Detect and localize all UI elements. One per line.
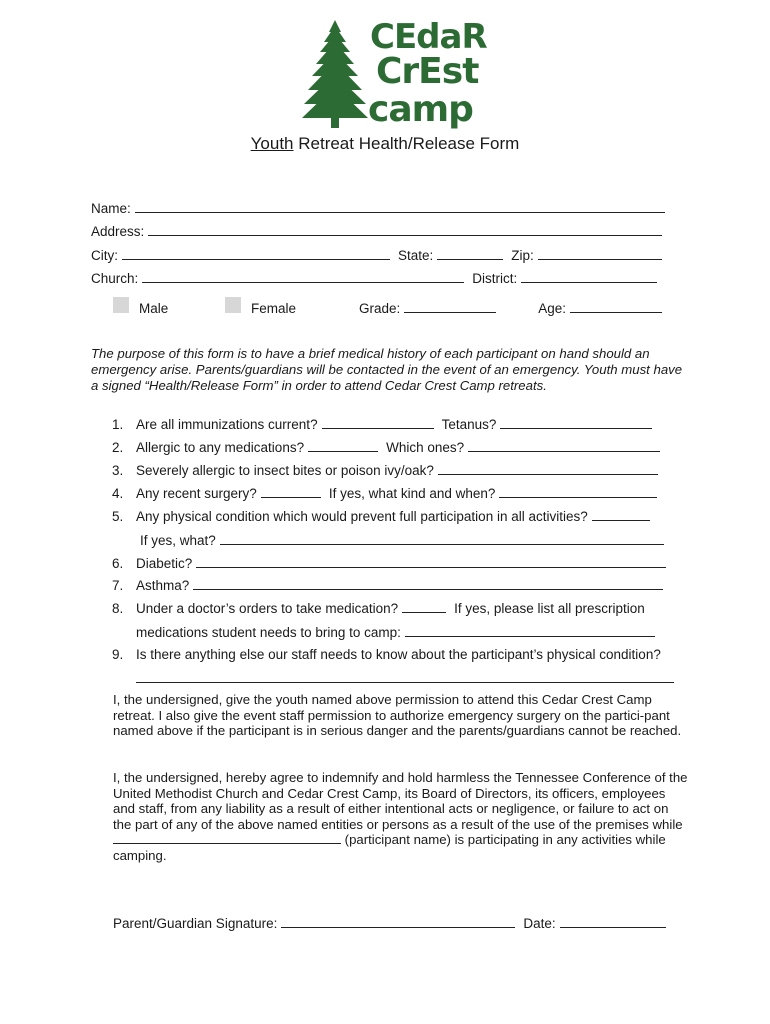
- church-input[interactable]: [142, 270, 464, 283]
- city-input[interactable]: [122, 247, 390, 260]
- question-number: 3.: [112, 463, 124, 478]
- grade-input[interactable]: [404, 300, 496, 313]
- female-checkbox[interactable]: [225, 297, 241, 313]
- prescription-label: If yes, please list all prescription: [454, 601, 645, 616]
- question-text: Under a doctor’s orders to take medication?: [136, 601, 399, 616]
- title-rest: Retreat Health/Release Form: [293, 134, 520, 153]
- title-underlined-word: Youth: [250, 134, 294, 153]
- name-input[interactable]: [135, 200, 665, 213]
- indemnity-paragraph: [113, 770, 688, 864]
- question-8-continued: [136, 624, 655, 640]
- pine-tree-icon: [300, 18, 370, 130]
- insect-allergy-input[interactable]: [438, 462, 658, 475]
- question-7: [112, 577, 663, 593]
- participant-name-input[interactable]: [113, 832, 341, 844]
- surgery-detail-label: If yes, what kind and when?: [328, 486, 496, 501]
- tetanus-label: Tetanus?: [441, 417, 497, 432]
- city-label: City:: [91, 248, 118, 263]
- age-label: Age:: [538, 301, 567, 316]
- permission-paragraph: I, the undersigned, give the youth named above permission to attend this Cedar Crest Camp retreat. I also give the event staff permission to authorize emergency surgery on the partici-pant named above if the participant is in serious danger and the parents/guardians cannot be reached.: [113, 692, 682, 739]
- question-text: Asthma?: [136, 578, 190, 593]
- gender-grade-row: [113, 297, 662, 316]
- purpose-statement: The purpose of this form is to have a brief medical history of each participant on hand should an emergency arise. Parents/guardians will be contacted in the event of an emergency. Youth must have a signed “Health/Release Form” in order to attend Cedar Crest Camp retreats.: [91, 346, 683, 393]
- question-8: [112, 600, 645, 616]
- question-5: [112, 508, 650, 524]
- question-6: [112, 555, 666, 571]
- address-input[interactable]: [148, 223, 662, 236]
- question-2: [112, 439, 660, 455]
- church-label: Church:: [91, 271, 139, 286]
- question-number: 2.: [112, 440, 124, 455]
- grade-label: Grade:: [359, 301, 401, 316]
- church-row: [91, 270, 657, 286]
- question-number: 5.: [112, 509, 124, 524]
- question-text: Allergic to any medications?: [136, 440, 305, 455]
- question-text: Severely allergic to insect bites or poison ivy/oak?: [136, 463, 434, 478]
- which-ones-input[interactable]: [468, 439, 660, 452]
- name-label: Name:: [91, 201, 131, 216]
- male-label: Male: [139, 301, 169, 316]
- question-3: [112, 462, 658, 478]
- question-text: Are all immunizations current?: [136, 417, 318, 432]
- diabetic-input[interactable]: [196, 555, 666, 568]
- question-number: 4.: [112, 486, 124, 501]
- if-yes-what-label: If yes, what?: [140, 533, 216, 548]
- date-label: Date:: [523, 916, 556, 931]
- which-ones-label: Which ones?: [386, 440, 465, 455]
- district-input[interactable]: [521, 270, 657, 283]
- question-number: 7.: [112, 578, 124, 593]
- state-label: State:: [398, 248, 434, 263]
- other-info-input[interactable]: [136, 682, 674, 683]
- tetanus-input[interactable]: [500, 416, 652, 429]
- signature-row: [113, 915, 666, 931]
- surgery-detail-input[interactable]: [499, 485, 657, 498]
- question-4: [112, 485, 657, 501]
- question-5-continued: [140, 532, 664, 548]
- immunizations-input[interactable]: [322, 416, 434, 429]
- logo-word-cedar: CEdaR: [370, 17, 487, 57]
- indemnity-text-end: (participant name) is participating in any activities while camping.: [113, 832, 666, 863]
- zip-label: Zip:: [511, 248, 534, 263]
- signature-input[interactable]: [281, 915, 515, 928]
- indemnity-text: I, the undersigned, hereby agree to indemnify and hold harmless the Tennessee Conference of the United Methodist Church and Cedar Crest Camp, its Board of Directors, its officers, employees and staff, from any liability as a result of either intentional acts or negligence, or failure to act on the part of any of the above named entities or persons as a result of the use of the premises while: [113, 770, 688, 832]
- logo-word-camp: camp: [368, 89, 473, 130]
- age-input[interactable]: [570, 300, 662, 313]
- form-title: [0, 134, 770, 154]
- physical-condition-input[interactable]: [592, 508, 650, 521]
- question-1: [112, 416, 652, 432]
- question-text: Is there anything else our staff needs to know about the participant’s physical condition?: [136, 647, 661, 662]
- state-input[interactable]: [437, 247, 503, 260]
- question-number: 6.: [112, 556, 124, 571]
- question-text: Any recent surgery?: [136, 486, 257, 501]
- city-row: [91, 247, 662, 263]
- doctors-orders-input[interactable]: [402, 600, 446, 613]
- address-label: Address:: [91, 224, 145, 239]
- surgery-input[interactable]: [261, 485, 321, 498]
- district-label: District:: [472, 271, 518, 286]
- address-row: [91, 223, 662, 239]
- cedar-crest-logo: [300, 17, 487, 130]
- logo-word-crest: CrEst: [376, 51, 479, 92]
- medication-allergy-input[interactable]: [308, 439, 378, 452]
- question-text: Diabetic?: [136, 556, 193, 571]
- question-number: 8.: [112, 601, 124, 616]
- question-number: 1.: [112, 417, 124, 432]
- medications-input[interactable]: [405, 624, 655, 637]
- medications-label: medications student needs to bring to camp:: [136, 625, 401, 640]
- if-yes-what-input[interactable]: [220, 532, 664, 545]
- question-text: Any physical condition which would prevent full participation in all activities?: [136, 509, 588, 524]
- name-row: [91, 200, 665, 216]
- question-number: 9.: [112, 647, 124, 662]
- date-input[interactable]: [560, 915, 666, 928]
- female-label: Female: [251, 301, 297, 316]
- asthma-input[interactable]: [193, 577, 663, 590]
- male-checkbox[interactable]: [113, 297, 129, 313]
- signature-label: Parent/Guardian Signature:: [113, 916, 278, 931]
- question-9: [112, 647, 661, 662]
- zip-input[interactable]: [538, 247, 662, 260]
